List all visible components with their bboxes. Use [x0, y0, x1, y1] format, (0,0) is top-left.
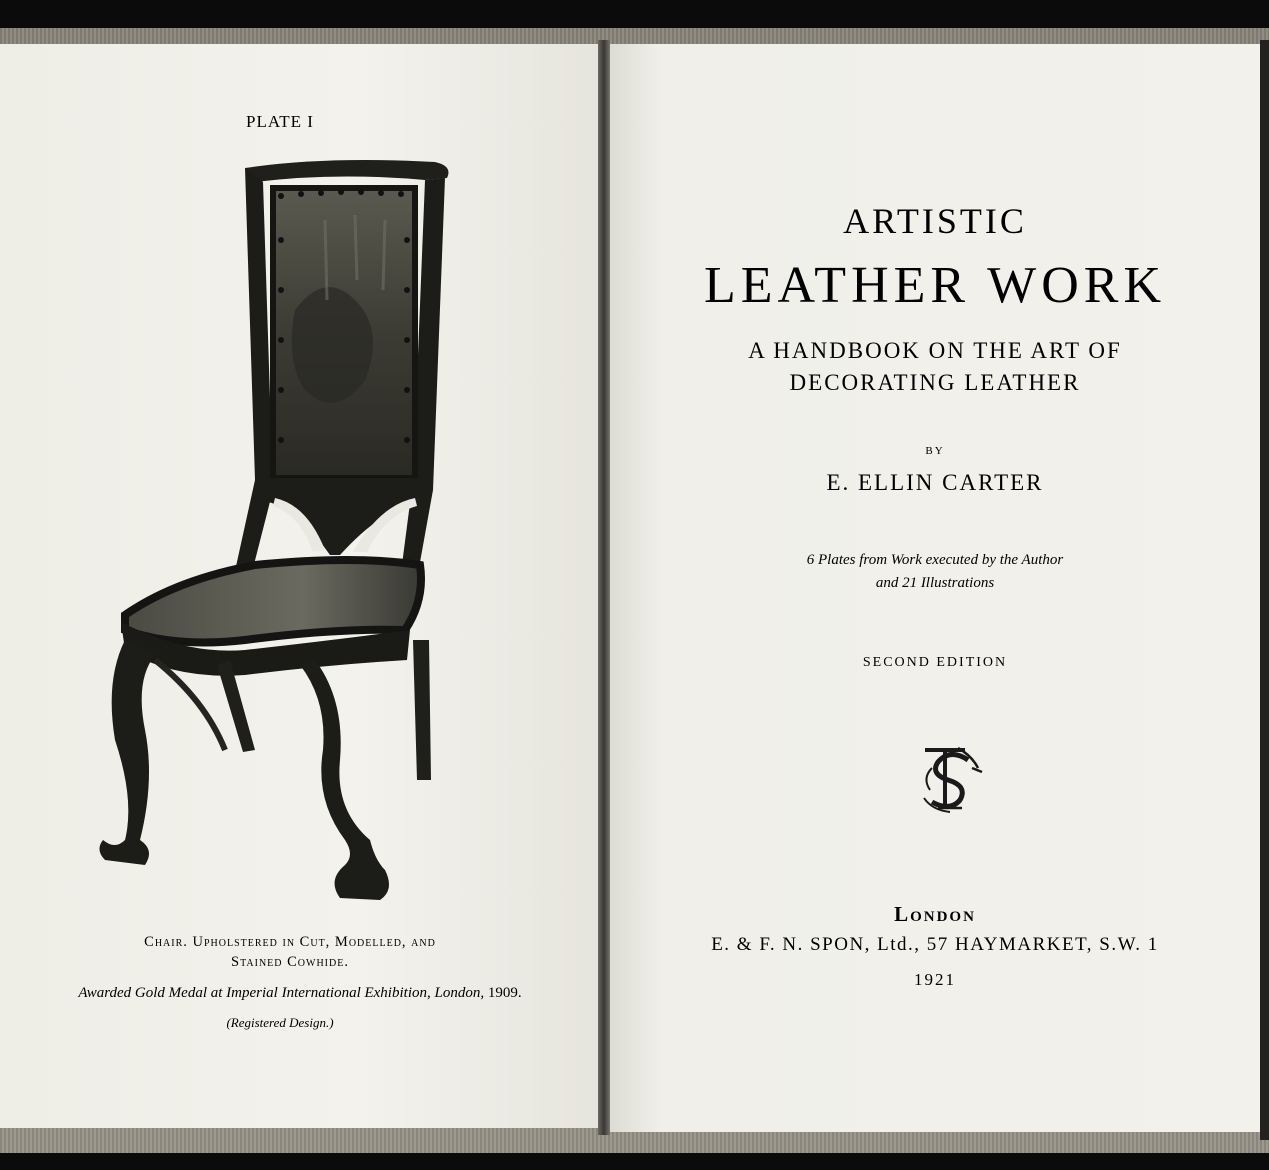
subtitle-line-1: A HANDBOOK ON THE ART OF	[748, 338, 1122, 363]
award-caption	[0, 985, 600, 1002]
award-year: 1909.	[487, 985, 522, 1001]
title-line-1: ARTISTIC	[843, 201, 1027, 241]
publisher-name: E. & F. N. SPON, Ltd., 57 HAYMARKET, S.W. 1	[711, 934, 1159, 955]
by-label: BY	[925, 445, 945, 457]
registered-design: (Registered Design.)	[226, 1015, 334, 1030]
subtitle-line-2: DECORATING LEATHER	[789, 370, 1081, 395]
publisher-city: London	[894, 902, 976, 926]
plates-note-line-1: 6 Plates from Work executed by the Author	[806, 552, 1064, 568]
plate-label: PLATE I	[246, 112, 314, 131]
caption-line-2: Stained Cowhide.	[231, 954, 349, 970]
publication-year: 1921	[914, 970, 956, 989]
award-text: Awarded Gold Medal at Imperial International Exhibition, London,	[78, 985, 485, 1001]
caption-line-1: Chair. Upholstered in Cut, Modelled, and	[144, 934, 436, 950]
plates-note-line-2: and 21 Illustrations	[875, 575, 995, 591]
author-name: E. ELLIN CARTER	[826, 470, 1044, 495]
chair-photograph	[95, 160, 465, 910]
title-line-2: LEATHER WORK	[703, 257, 1166, 314]
publisher-monogram-icon	[910, 738, 990, 818]
edition-label: SECOND EDITION	[862, 655, 1008, 670]
